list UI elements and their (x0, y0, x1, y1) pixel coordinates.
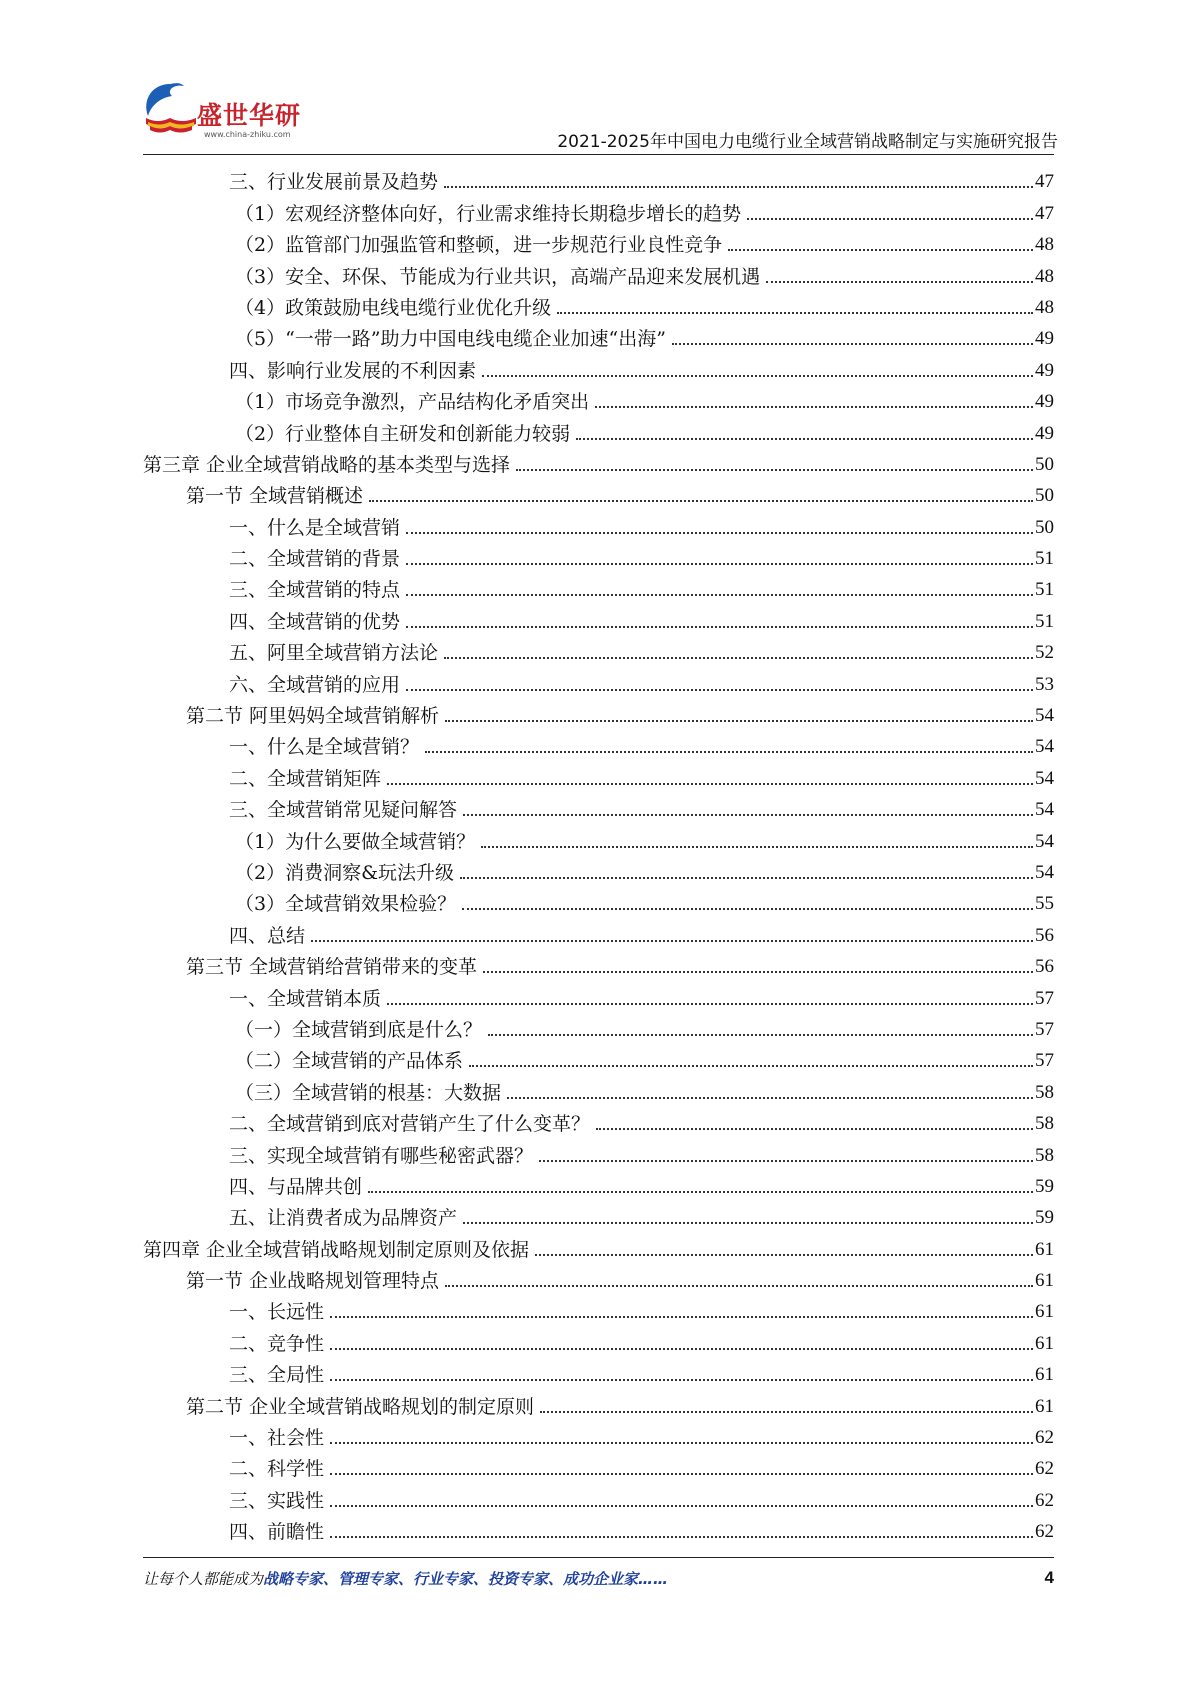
toc-entry[interactable] (143, 507, 1054, 538)
toc-entry-label: 三、全局性 (229, 1364, 325, 1387)
toc-entry-label: 四、前瞻性 (229, 1521, 325, 1544)
toc-dot-leader (406, 594, 1033, 596)
toc-entry-page: 49 (1035, 359, 1054, 381)
toc-entry-label: 五、让消费者成为品牌资产 (229, 1207, 458, 1230)
toc-entry-page: 50 (1035, 485, 1054, 507)
toc-entry[interactable] (143, 288, 1054, 319)
toc-entry-label: 三、全域营销常见疑问解答 (229, 799, 458, 822)
header-divider (143, 154, 1054, 155)
toc-dot-leader (596, 1128, 1033, 1130)
toc-entry-page: 52 (1035, 642, 1054, 664)
toc-dot-leader (557, 312, 1033, 314)
toc-entry-label: 第一节 全域营销概述 (186, 485, 364, 508)
toc-entry-page: 57 (1035, 1018, 1054, 1040)
toc-entry[interactable] (143, 225, 1054, 256)
toc-entry-label: 第三章 企业全域营销战略的基本类型与选择 (143, 453, 511, 476)
toc-entry-page: 62 (1035, 1458, 1054, 1480)
toc-entry[interactable] (143, 884, 1054, 915)
toc-dot-leader (595, 406, 1033, 408)
toc-entry-page: 61 (1035, 1301, 1054, 1323)
toc-entry-label: 二、科学性 (229, 1458, 325, 1481)
toc-entry-label: （4）政策鼓励电线电缆行业优化升级 (235, 296, 552, 319)
footer-slogan-roles: 战略专家、管理专家、行业专家、投资专家、成功企业家…… (263, 1570, 669, 1588)
toc-dot-leader (406, 689, 1033, 691)
toc-entry-page: 50 (1035, 516, 1054, 538)
toc-entry-page: 54 (1035, 861, 1054, 883)
toc-entry-page: 61 (1035, 1332, 1054, 1354)
toc-entry-label: 四、与品牌共创 (229, 1175, 363, 1198)
toc-dot-leader (507, 1097, 1033, 1099)
toc-entry-label: 三、行业发展前景及趋势 (229, 171, 439, 194)
toc-entry[interactable] (143, 445, 1054, 476)
toc-entry[interactable] (143, 413, 1054, 444)
toc-dot-leader (387, 783, 1033, 785)
toc-entry-page: 51 (1035, 548, 1054, 570)
toc-entry[interactable] (143, 539, 1054, 570)
toc-entry-label: 第二节 企业全域营销战略规划的制定原则 (186, 1395, 535, 1418)
toc-dot-leader (387, 1003, 1033, 1005)
toc-entry-page: 48 (1035, 265, 1054, 287)
toc-entry-label: 一、什么是全域营销？ (229, 736, 420, 759)
toc-entry-label: 一、全域营销本质 (229, 987, 382, 1010)
toc-dot-leader (469, 1065, 1033, 1067)
page-footer (143, 1568, 1054, 1598)
toc-dot-leader (576, 438, 1033, 440)
toc-entry-label: 三、实现全域营销有哪些秘密武器？ (229, 1144, 534, 1167)
toc-entry-label: （5）“一带一路”助力中国电线电缆企业加速“出海” (235, 328, 666, 351)
toc-dot-leader (481, 846, 1033, 848)
toc-entry-page: 61 (1035, 1270, 1054, 1292)
toc-entry[interactable] (143, 1041, 1054, 1072)
toc-dot-leader (766, 281, 1033, 283)
page-number: 4 (1044, 1568, 1054, 1587)
toc-entry[interactable] (143, 633, 1054, 664)
toc-entry-page: 58 (1035, 1144, 1054, 1166)
toc-entry-page: 62 (1035, 1427, 1054, 1449)
toc-entry-label: （二）全域营销的产品体系 (235, 1050, 464, 1073)
toc-entry-label: 四、全域营销的优势 (229, 610, 401, 633)
toc-dot-leader (406, 563, 1033, 565)
toc-entry-label: （3）安全、环保、节能成为行业共识，高端产品迎来发展机遇 (235, 265, 761, 288)
toc-entry[interactable] (143, 256, 1054, 287)
toc-dot-leader (672, 343, 1033, 345)
toc-dot-leader (460, 877, 1033, 879)
toc-dot-leader (483, 971, 1033, 973)
toc-dot-leader (444, 657, 1033, 659)
toc-dot-leader (406, 626, 1033, 628)
toc-entry[interactable] (143, 1449, 1054, 1480)
toc-entry-page: 61 (1035, 1364, 1054, 1386)
toc-entry-label: （1）市场竞争激烈，产品结构化矛盾突出 (235, 391, 590, 414)
toc-entry-page: 62 (1035, 1521, 1054, 1543)
toc-entry[interactable] (143, 853, 1054, 884)
toc-entry-page: 49 (1035, 328, 1054, 350)
toc-entry[interactable] (143, 821, 1054, 852)
toc-entry-label: 三、实践性 (229, 1489, 325, 1512)
toc-entry[interactable] (143, 570, 1054, 601)
toc-dot-leader (406, 532, 1033, 534)
toc-entry-page: 49 (1035, 391, 1054, 413)
toc-entry-label: 一、社会性 (229, 1427, 325, 1450)
toc-entry-label: 第四章 企业全域营销战略规划制定原则及依据 (143, 1238, 530, 1261)
toc-dot-leader (462, 908, 1033, 910)
toc-dot-leader (330, 1473, 1033, 1475)
toc-entry[interactable] (143, 1323, 1054, 1354)
toc-entry-page: 50 (1035, 453, 1054, 475)
toc-dot-leader (444, 186, 1033, 188)
toc-dot-leader (425, 751, 1033, 753)
toc-entry-page: 62 (1035, 1489, 1054, 1511)
table-of-contents (143, 162, 1054, 1543)
toc-entry-page: 53 (1035, 673, 1054, 695)
toc-entry-page: 54 (1035, 799, 1054, 821)
toc-dot-leader (330, 1505, 1033, 1507)
toc-entry[interactable] (143, 319, 1054, 350)
toc-dot-leader (728, 249, 1033, 251)
company-logo (140, 78, 310, 148)
toc-entry-label: 四、总结 (229, 924, 306, 947)
toc-entry-page: 54 (1035, 736, 1054, 758)
toc-entry-page: 56 (1035, 924, 1054, 946)
toc-entry[interactable] (143, 1512, 1054, 1543)
toc-entry[interactable] (143, 1010, 1054, 1041)
toc-entry-page: 57 (1035, 1050, 1054, 1072)
toc-entry-label: （2）监管部门加强监管和整顿，进一步规范行业良性竞争 (235, 234, 723, 257)
toc-dot-leader (369, 500, 1033, 502)
toc-dot-leader (330, 1536, 1033, 1538)
toc-entry[interactable] (143, 1072, 1054, 1103)
toc-entry-page: 54 (1035, 767, 1054, 789)
toc-entry-label: 三、全域营销的特点 (229, 579, 401, 602)
toc-entry[interactable] (143, 193, 1054, 224)
toc-entry[interactable] (143, 1418, 1054, 1449)
toc-dot-leader (330, 1442, 1033, 1444)
toc-entry-label: 第一节 企业战略规划管理特点 (186, 1270, 440, 1293)
toc-entry-label: （1）宏观经济整体向好，行业需求维持长期稳步增长的趋势 (235, 202, 742, 225)
toc-entry[interactable] (143, 664, 1054, 695)
toc-dot-leader (445, 720, 1033, 722)
logo-name: 盛世华研 (197, 101, 302, 130)
toc-entry-label: 二、全域营销的背景 (229, 548, 401, 571)
toc-entry[interactable] (143, 790, 1054, 821)
toc-entry[interactable] (143, 1167, 1054, 1198)
toc-entry[interactable] (143, 1104, 1054, 1135)
footer-slogan-lead: 让每个人都能成为 (143, 1570, 264, 1588)
toc-entry-page: 57 (1035, 987, 1054, 1009)
toc-entry[interactable] (143, 1198, 1054, 1229)
page-header (0, 0, 1191, 160)
toc-entry-page: 61 (1035, 1238, 1054, 1260)
toc-entry-label: （3）全域营销效果检验？ (235, 893, 457, 916)
toc-entry-label: 一、什么是全域营销 (229, 516, 401, 539)
toc-entry[interactable] (143, 696, 1054, 727)
toc-entry[interactable] (143, 758, 1054, 789)
toc-dot-leader (747, 218, 1033, 220)
toc-entry[interactable] (143, 1292, 1054, 1323)
toc-dot-leader (488, 1034, 1033, 1036)
toc-entry-page: 55 (1035, 893, 1054, 915)
toc-entry-label: 二、竞争性 (229, 1332, 325, 1355)
toc-entry[interactable] (143, 1480, 1054, 1511)
toc-dot-leader (330, 1379, 1033, 1381)
toc-entry-page: 48 (1035, 296, 1054, 318)
toc-entry-label: 第三节 全域营销给营销带来的变革 (186, 956, 478, 979)
toc-entry-page: 51 (1035, 579, 1054, 601)
toc-entry-label: 六、全域营销的应用 (229, 673, 401, 696)
toc-entry[interactable] (143, 947, 1054, 978)
toc-entry[interactable] (143, 1135, 1054, 1166)
toc-dot-leader (311, 940, 1033, 942)
toc-entry-label: 一、长远性 (229, 1301, 325, 1324)
toc-entry-label: （2）行业整体自主研发和创新能力较弱 (235, 422, 571, 445)
toc-dot-leader (368, 1191, 1033, 1193)
toc-entry-label: （1）为什么要做全域营销？ (235, 830, 476, 853)
toc-dot-leader (330, 1348, 1033, 1350)
toc-entry-label: （三）全域营销的根基：大数据 (235, 1081, 502, 1104)
toc-entry-page: 58 (1035, 1113, 1054, 1135)
toc-entry[interactable] (143, 162, 1054, 193)
toc-entry-page: 54 (1035, 705, 1054, 727)
toc-entry[interactable] (143, 727, 1054, 758)
toc-entry[interactable] (143, 1229, 1054, 1260)
book-swirl-icon (140, 78, 200, 136)
toc-dot-leader (540, 1411, 1033, 1413)
logo-url: www.china-zhiku.com (204, 130, 291, 139)
toc-entry-label: 二、全域营销到底对营销产生了什么变革？ (229, 1113, 591, 1136)
toc-dot-leader (463, 814, 1033, 816)
toc-entry-page: 61 (1035, 1395, 1054, 1417)
footer-divider (143, 1557, 1054, 1558)
toc-entry-page: 59 (1035, 1207, 1054, 1229)
toc-entry-label: （2）消费洞察&玩法升级 (235, 861, 455, 884)
toc-entry[interactable] (143, 978, 1054, 1009)
toc-entry[interactable] (143, 1386, 1054, 1417)
toc-entry-label: 四、影响行业发展的不利因素 (229, 359, 477, 382)
toc-entry[interactable] (143, 476, 1054, 507)
toc-entry-page: 51 (1035, 610, 1054, 632)
toc-entry-label: 第二节 阿里妈妈全域营销解析 (186, 705, 440, 728)
toc-entry-page: 58 (1035, 1081, 1054, 1103)
toc-entry-label: （一）全域营销到底是什么？ (235, 1018, 483, 1041)
toc-dot-leader (535, 1254, 1033, 1256)
toc-entry-label: 五、阿里全域营销方法论 (229, 642, 439, 665)
toc-entry[interactable] (143, 1261, 1054, 1292)
toc-entry[interactable] (143, 350, 1054, 381)
toc-entry-page: 47 (1035, 202, 1054, 224)
toc-dot-leader (539, 1160, 1033, 1162)
toc-entry[interactable] (143, 915, 1054, 946)
toc-entry-page: 47 (1035, 171, 1054, 193)
toc-dot-leader (445, 1285, 1033, 1287)
toc-entry-page: 54 (1035, 830, 1054, 852)
toc-entry-label: 二、全域营销矩阵 (229, 767, 382, 790)
toc-dot-leader (463, 1222, 1033, 1224)
toc-entry[interactable] (143, 382, 1054, 413)
toc-dot-leader (516, 469, 1033, 471)
toc-dot-leader (482, 375, 1033, 377)
toc-entry-page: 48 (1035, 234, 1054, 256)
toc-entry-page: 59 (1035, 1175, 1054, 1197)
report-title: 2021-2025年中国电力电缆行业全域营销战略制定与实施研究报告 (557, 132, 1058, 152)
toc-entry[interactable] (143, 1355, 1054, 1386)
toc-entry[interactable] (143, 601, 1054, 632)
toc-dot-leader (330, 1316, 1033, 1318)
toc-entry-page: 56 (1035, 956, 1054, 978)
toc-entry-page: 49 (1035, 422, 1054, 444)
